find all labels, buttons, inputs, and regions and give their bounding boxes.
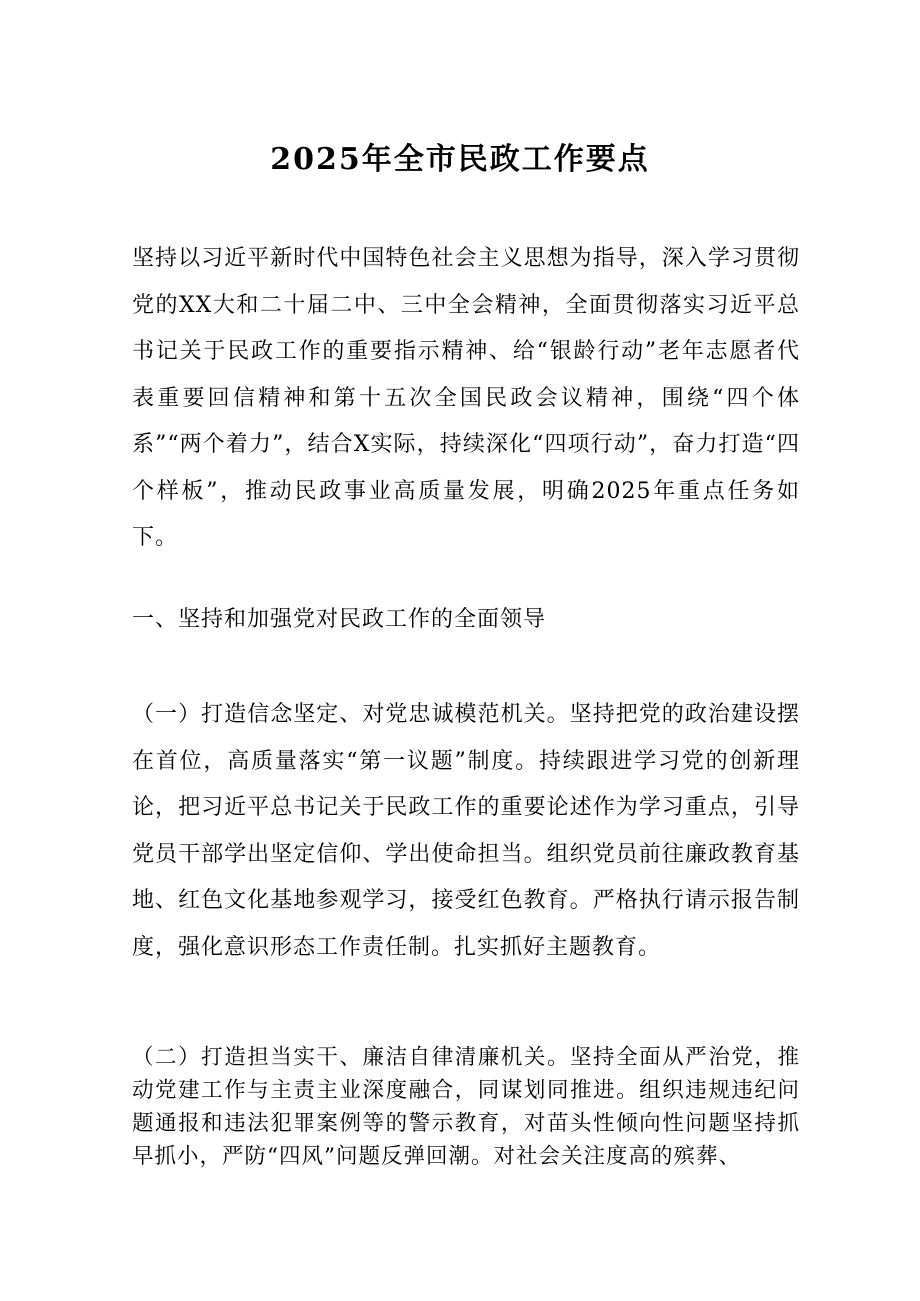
section-heading-1: 一、坚持和加强党对民政工作的全面领导 — [132, 607, 547, 632]
document-title: 2025年全市民政工作要点 — [270, 142, 650, 177]
subsection-paragraph-1: （一）打造信念坚定、对党忠诚模范机关。坚持把党的政治建设摆在首位，高质量落实“第一议题”制度。持续跟进学习党的创新理论，把习近平总书记关于民政工作的重要论述作为学习重点，引导党员干部学出坚定信仰、学出使命担当。组织党员前往廉政教育基地、红色文化基地参观学习，接受红色教育。严格执行请示报告制度，强化意识形态工作责任制。扎实抓好主题教育。 — [132, 702, 800, 960]
subsection-paragraph-2: （二）打造担当实干、廉洁自律清廉机关。坚持全面从严治党，推动党建工作与主责主业深度融合，同谋划同推进。组织违规违纪问题通报和违法犯罪案例等的警示教育，对苗头性倾向性问题坚持抓早抓小，严防“四风”问题反弹回潮。对社会关注度高的殡葬、 — [132, 1045, 800, 1169]
intro-paragraph: 坚持以习近平新时代中国特色社会主义思想为指导，深入学习贯彻党的XX大和二十届二中、三中全会精神，全面贯彻落实习近平总书记关于民政工作的重要指示精神、给“银龄行动”老年志愿者代表重要回信精神和第十五次全国民政会议精神，围绕“四个体系”“两个着力”，结合X实际，持续深化“四项行动”，奋力打造“四个样板”，推动民政事业高质量发展，明确2025年重点任务如下。 — [132, 246, 800, 550]
